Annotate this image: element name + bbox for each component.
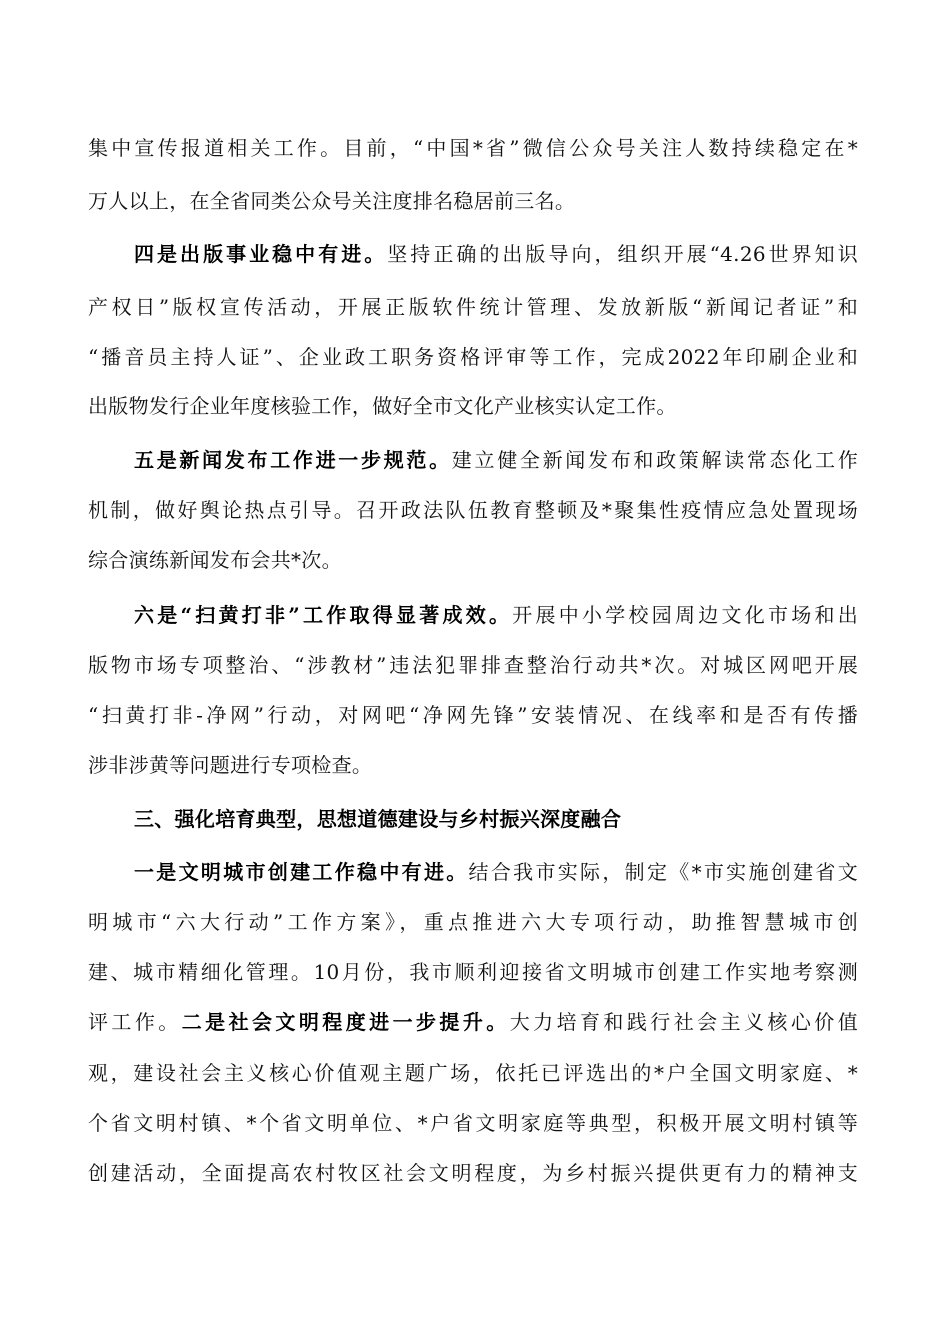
body-text: 坚持正确的出版导向，组织开展“4.26世界知识 xyxy=(387,242,858,266)
body-text: 机制，做好舆论热点引导。召开政法队伍教育整顿及*聚集性疫情应急处置现场 xyxy=(88,498,858,522)
body-text: 开展中小学校园周边文化市场和出 xyxy=(512,603,858,627)
body-text: 版物市场专项整治、“涉教材”违法犯罪排查整治行动共*次。对城区网吧开展 xyxy=(88,653,858,677)
body-text: 评工作。 xyxy=(88,1010,182,1034)
bold-heading-text: 一是文明城市创建工作稳中有进。 xyxy=(134,860,469,884)
bold-heading-text: 六是“扫黄打非”工作取得显著成效。 xyxy=(134,603,513,627)
body-text: 出版物发行企业年度核验工作，做好全市文化产业核实认定工作。 xyxy=(88,394,677,418)
text-line xyxy=(88,1002,858,1042)
text-line xyxy=(88,902,858,942)
body-text: “扫黄打非-净网”行动，对网吧“净网先锋”安装情况、在线率和是否有传播 xyxy=(88,703,858,727)
body-text: “播音员主持人证”、企业政工职务资格评审等工作，完成2022年印刷企业和 xyxy=(88,345,858,369)
text-line xyxy=(134,234,858,274)
text-line xyxy=(88,337,858,377)
body-text: 创建活动，全面提高农村牧区社会文明程度，为乡村振兴提供更有力的精神支 xyxy=(88,1161,858,1185)
text-line xyxy=(88,1103,858,1143)
bold-heading-text: 四是出版事业稳中有进。 xyxy=(134,242,388,266)
text-line xyxy=(88,386,858,426)
body-text: 观，建设社会主义核心价值观主题广场，依托已评选出的*户全国文明家庭、* xyxy=(88,1061,858,1085)
text-line xyxy=(88,181,858,221)
body-text: 综合演练新闻发布会共*次。 xyxy=(88,548,342,572)
body-text: 结合我市实际，制定《*市实施创建省文 xyxy=(468,860,858,884)
text-line xyxy=(88,645,858,685)
section-heading xyxy=(134,799,858,839)
text-line xyxy=(134,852,858,892)
body-text: 万人以上，在全省同类公众号关注度排名稳居前三名。 xyxy=(88,189,576,213)
text-line xyxy=(134,440,858,480)
text-line xyxy=(88,490,858,530)
body-text: 集中宣传报道相关工作。目前，“中国*省”微信公众号关注人数持续稳定在* xyxy=(88,136,858,160)
body-text: 个省文明村镇、*个省文明单位、*户省文明家庭等典型，积极开展文明村镇等 xyxy=(88,1111,858,1135)
body-text: 大力培育和践行社会主义核心价值 xyxy=(509,1010,858,1034)
body-text: 明城市“六大行动”工作方案》，重点推进六大专项行动，助推智慧城市创 xyxy=(88,910,858,934)
text-line xyxy=(88,745,858,785)
text-line xyxy=(88,1053,858,1093)
bold-heading-text: 二是社会文明程度进一步提升。 xyxy=(181,1010,510,1034)
text-line xyxy=(88,287,858,327)
body-text: 涉非涉黄等问题进行专项检查。 xyxy=(88,753,373,777)
text-line xyxy=(88,128,858,168)
text-line xyxy=(88,952,858,992)
text-line xyxy=(88,1153,858,1193)
bold-heading-text: 五是新闻发布工作进一步规范。 xyxy=(134,448,452,472)
text-line xyxy=(88,695,858,735)
text-line xyxy=(88,540,858,580)
text-line xyxy=(134,595,858,635)
body-text: 建、城市精细化管理。10月份，我市顺利迎接省文明城市创建工作实地考察测 xyxy=(88,960,858,984)
body-text: 建立健全新闻发布和政策解读常态化工作 xyxy=(451,448,858,472)
bold-heading-text: 三、强化培育典型，思想道德建设与乡村振兴深度融合 xyxy=(134,807,622,831)
body-text: 产权日”版权宣传活动，开展正版软件统计管理、发放新版“新闻记者证”和 xyxy=(88,295,858,319)
